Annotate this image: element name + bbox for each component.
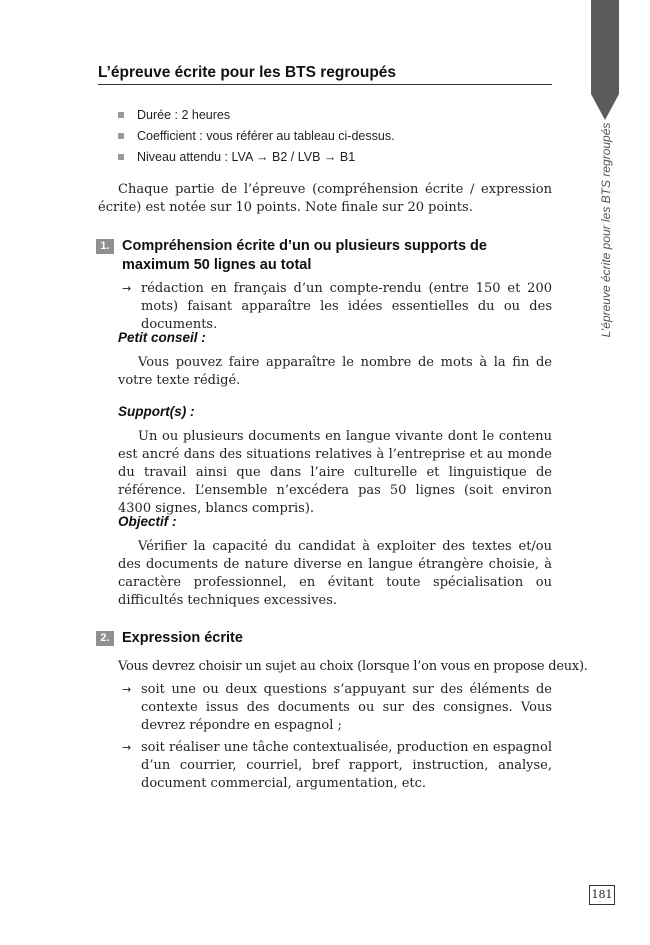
arrow-icon: → — [122, 282, 132, 295]
info-bullet-list — [118, 108, 395, 171]
list-item: Coefficient : vous référer au tableau ci-dessus. — [118, 129, 395, 150]
list-item: Durée : 2 heures — [118, 108, 395, 129]
list-item: → soit une ou deux questions s’appuyant sur des éléments de contexte issus des documents ou sur des consignes. Vous devrez répondre en espagnol ; — [122, 682, 552, 733]
support-paragraph: Un ou plusieurs documents en langue vivante dont le contenu est ancré dans des situations relatives à l’entreprise et au monde du travail ainsi que dans l’aire culturelle et linguistique de référence. L’ensemble n’excédera pas 50 lignes (soit environ 4300 signes, blancs compris). — [118, 429, 552, 516]
section-title: Compréhension écrite d’un ou plusieurs supports de maximum 50 lignes au total — [122, 238, 487, 273]
list-item: → rédaction en français d’un compte-rendu (entre 150 et 200 mots) faisant apparaître les idées essentielles du ou des documents. — [122, 281, 552, 332]
square-bullet-icon — [118, 133, 124, 139]
page-number: 181 — [589, 885, 615, 905]
intro-paragraph: Chaque partie de l’épreuve (compréhension écrite / expression écrite) est notée sur 10 points. Note finale sur 20 points. — [98, 182, 552, 215]
objectif-paragraph: Vérifier la capacité du candidat à exploiter des textes et/ou des documents de nature diverse en langue étrangère choisie, à caractère professionnel, en évitant toute spécialisation ou difficultés techniques excessives. — [118, 539, 552, 608]
square-bullet-icon — [118, 112, 124, 118]
section-2-intro: Vous devrez choisir un sujet au choix (lorsque l’on vous en propose deux). — [118, 659, 588, 674]
section-title: Expression écrite — [122, 630, 243, 646]
conseil-paragraph: Vous pouvez faire apparaître le nombre de mots à la fin de votre texte rédigé. — [118, 355, 552, 388]
objectif-heading: Objectif : — [118, 514, 177, 529]
petit-conseil-heading: Petit conseil : — [118, 330, 206, 345]
support-heading: Support(s) : — [118, 404, 195, 419]
section-1-heading — [96, 237, 554, 277]
section-number-badge: 2. — [96, 631, 114, 646]
running-head: L’épreuve écrite pour les BTS regroupés — [599, 122, 613, 338]
list-item: → soit réaliser une tâche contextualisée, production en espagnol d’un courrier, courriel, bref rapport, instruction, analyse, document commercial, argumentation, etc. — [122, 740, 552, 791]
square-bullet-icon — [118, 154, 124, 160]
section-number-badge: 1. — [96, 239, 114, 254]
page-title: L’épreuve écrite pour les BTS regroupés — [98, 64, 552, 85]
arrow-icon: → — [122, 683, 132, 696]
list-item: Niveau attendu : LVA → B2 / LVB → B1 — [118, 150, 395, 171]
arrow-icon: → — [122, 741, 132, 754]
section-2-heading — [96, 629, 554, 649]
chapter-tab-arrow — [591, 94, 619, 120]
chapter-tab — [591, 0, 619, 94]
